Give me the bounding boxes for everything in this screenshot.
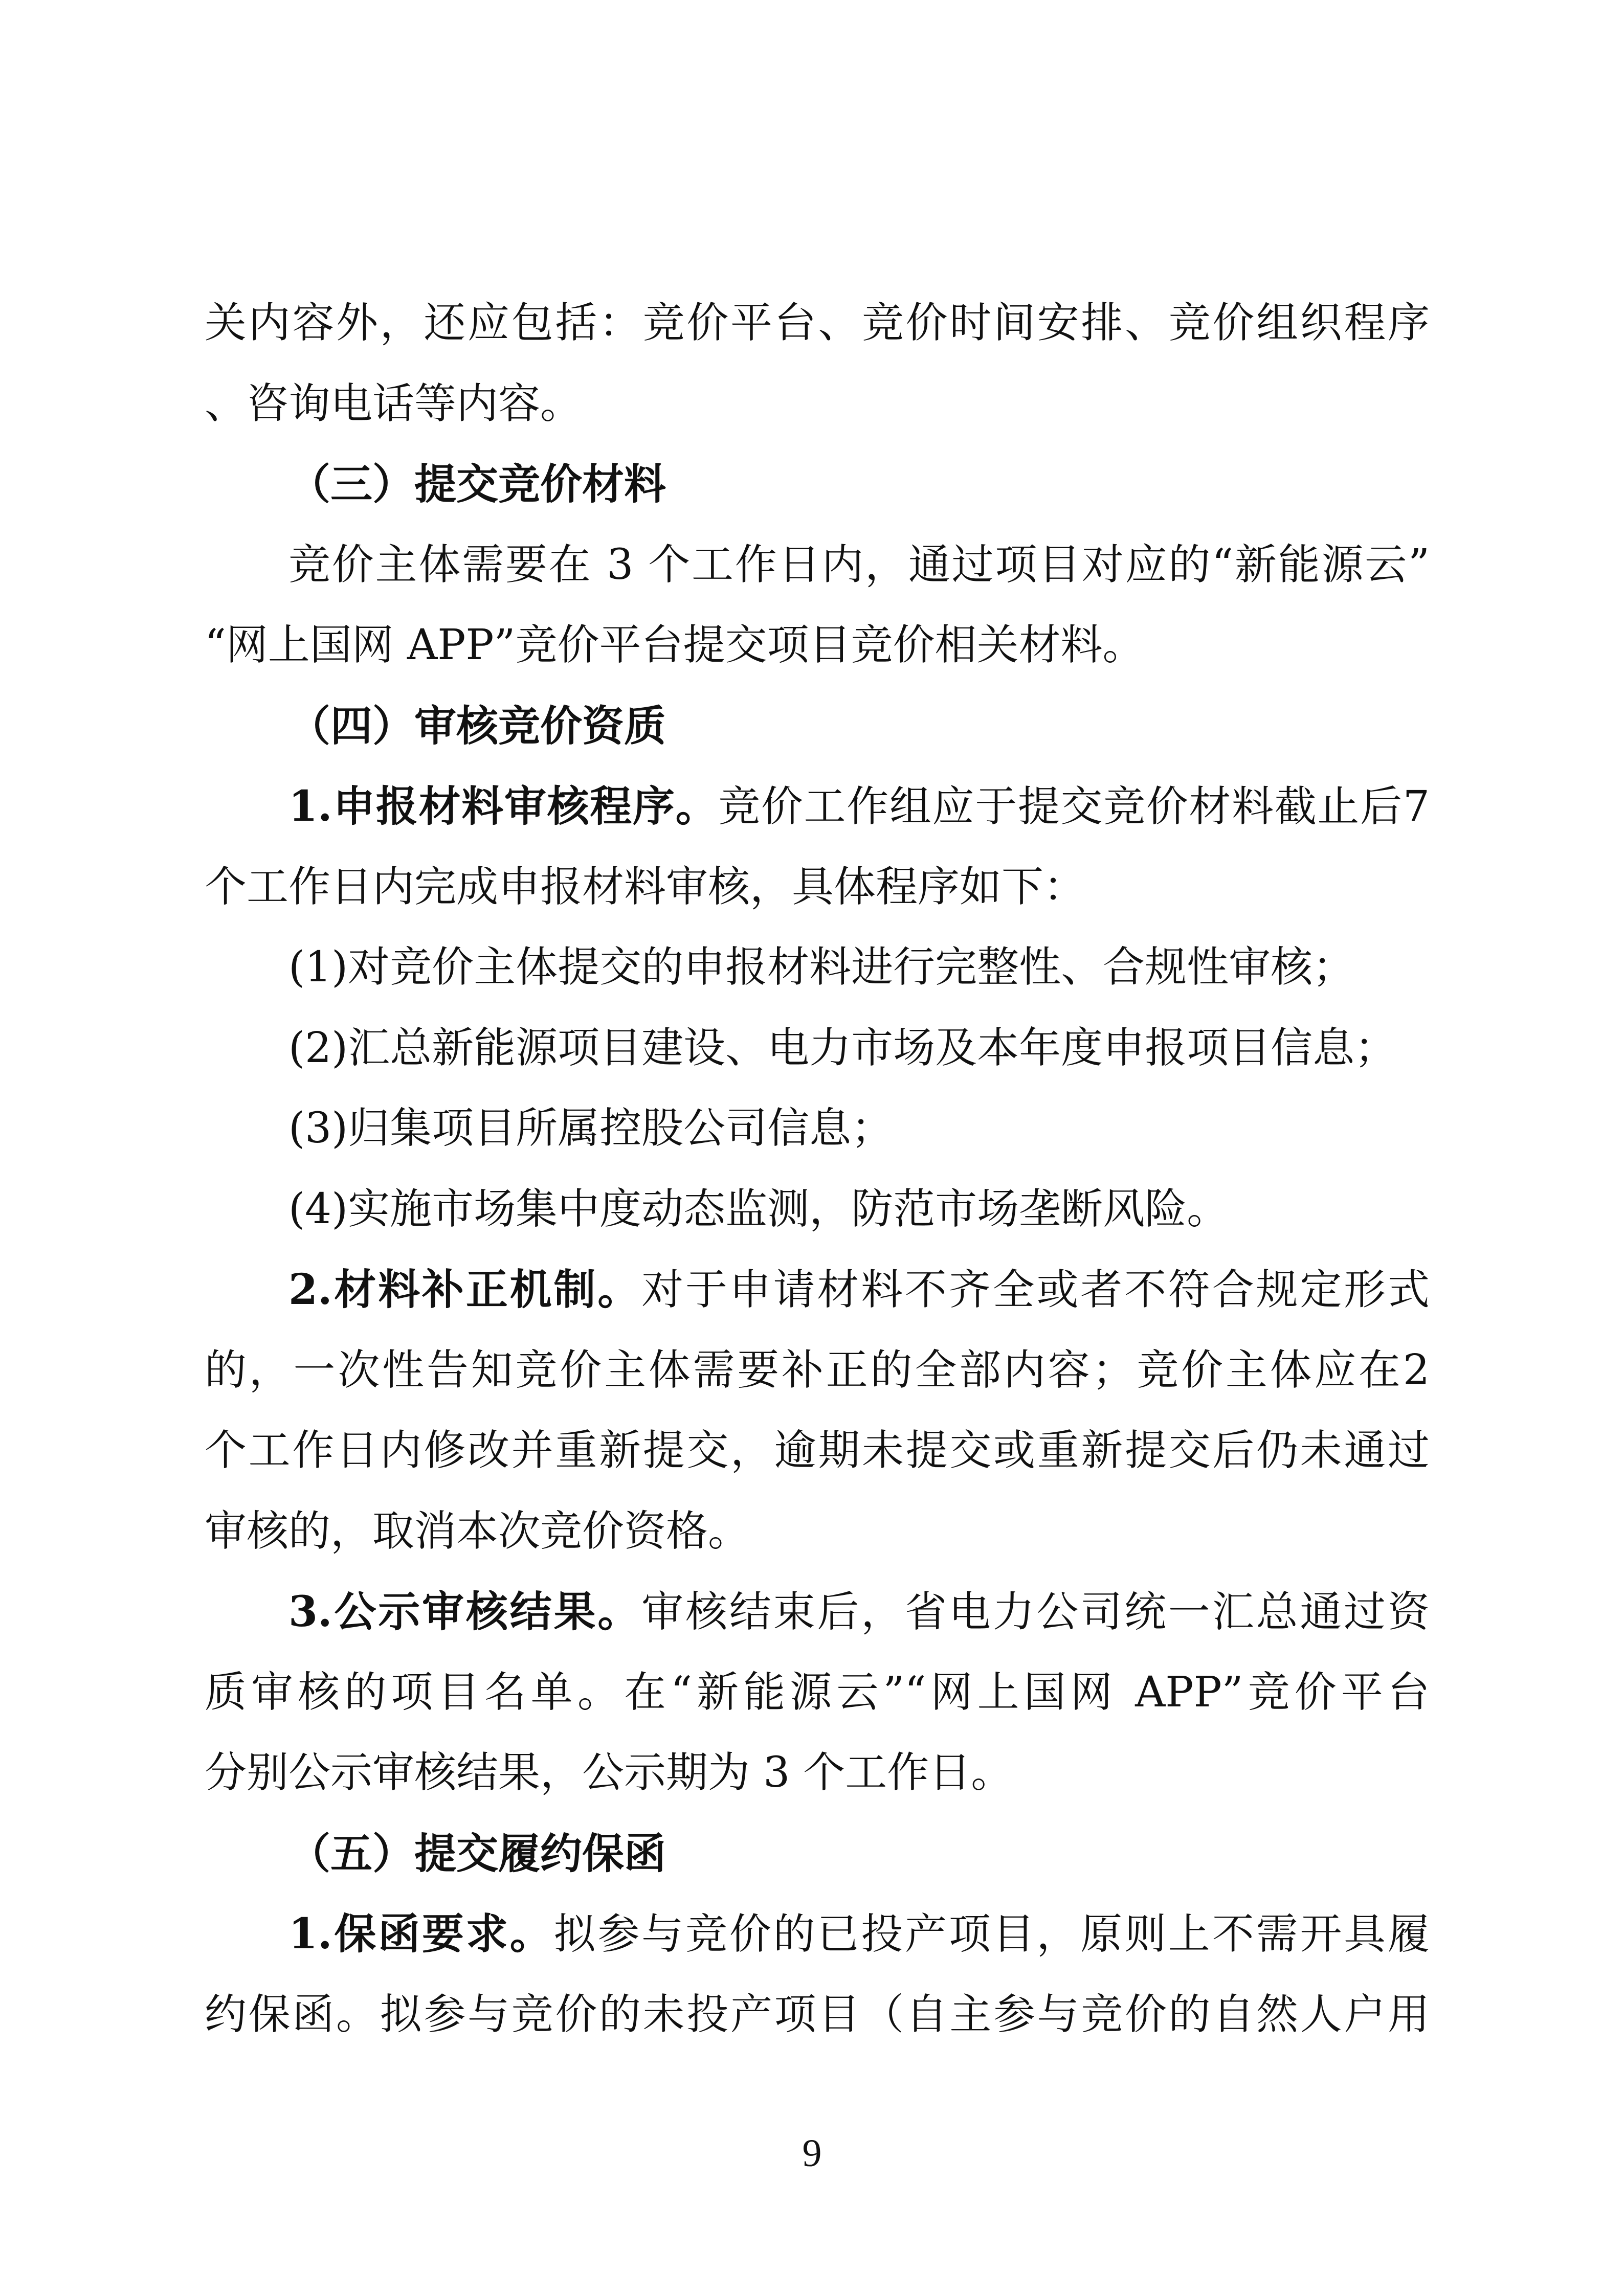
- list-item: (3)归集项目所属控股公司信息；: [288, 1104, 894, 1153]
- paragraph-line: 的，一次性告知竞价主体需要补正的全部内容；竞价主体应在2: [205, 1345, 1430, 1394]
- section-heading: （四）审核竞价资质: [288, 701, 666, 751]
- paragraph-text: 拟参与竞价的已投产项目，原则上不需开具履: [553, 1910, 1430, 1959]
- paragraph-line: [205, 1586, 1430, 1667]
- paragraph-line: “网上国网 APP”竞价平台提交项目竞价相关材料。: [205, 621, 1145, 669]
- section-heading: （五）提交履约保函: [288, 1829, 666, 1878]
- paragraph-line: 约保函。拟参与竞价的未投产项目（自主参与竞价的自然人户用: [205, 1990, 1430, 2039]
- list-item: (1)对竞价主体提交的申报材料进行完整性、合规性审核；: [288, 943, 1355, 992]
- subheading-label: 1.保函要求。: [288, 1909, 554, 1959]
- list-item: (4)实施市场集中度动态监测，防范市场垄断风险。: [288, 1184, 1229, 1233]
- paragraph-line: 关内容外，还应包括：竞价平台、竞价时间安排、竞价组织程序: [205, 299, 1430, 347]
- list-item: (2)汇总新能源项目建设、电力市场及本年度申报项目信息；: [288, 1023, 1397, 1072]
- paragraph-text: 对于申请材料不齐全或者不符合规定形式: [641, 1266, 1430, 1314]
- subheading-label: 1.申报材料审核程序。: [288, 782, 719, 831]
- paragraph-line: 、咨询电话等内容。: [205, 379, 583, 428]
- paragraph-text: 竞价工作组应于提交竞价材料截止后7: [718, 782, 1430, 831]
- document-page: [205, 298, 1430, 2069]
- paragraph-line: 个工作日内修改并重新提交，逾期未提交或重新提交后仍未通过: [205, 1426, 1430, 1475]
- section-heading: （三）提交竞价材料: [288, 460, 666, 509]
- paragraph-line: [205, 1908, 1430, 1989]
- page-number: 9: [802, 2132, 822, 2175]
- paragraph-line: 分别公示审核结果，公示期为 3 个工作日。: [205, 1748, 1013, 1797]
- paragraph-text: 审核结束后，省电力公司统一汇总通过资: [641, 1588, 1430, 1636]
- subheading-label: 3.公示审核结果。: [288, 1587, 642, 1636]
- paragraph-line: [205, 781, 1430, 862]
- subheading-label: 2.材料补正机制。: [288, 1265, 642, 1314]
- paragraph-line: 个工作日内完成申报材料审核，具体程序如下：: [205, 862, 1086, 911]
- paragraph-line: 质审核的项目名单。在“新能源云”“网上国网 APP”竞价平台: [205, 1668, 1430, 1717]
- paragraph-line: 审核的，取消本次竞价资格。: [205, 1506, 750, 1556]
- paragraph-line: [205, 1264, 1430, 1345]
- paragraph-line: 竞价主体需要在 3 个工作日内，通过项目对应的“新能源云”: [288, 540, 1430, 589]
